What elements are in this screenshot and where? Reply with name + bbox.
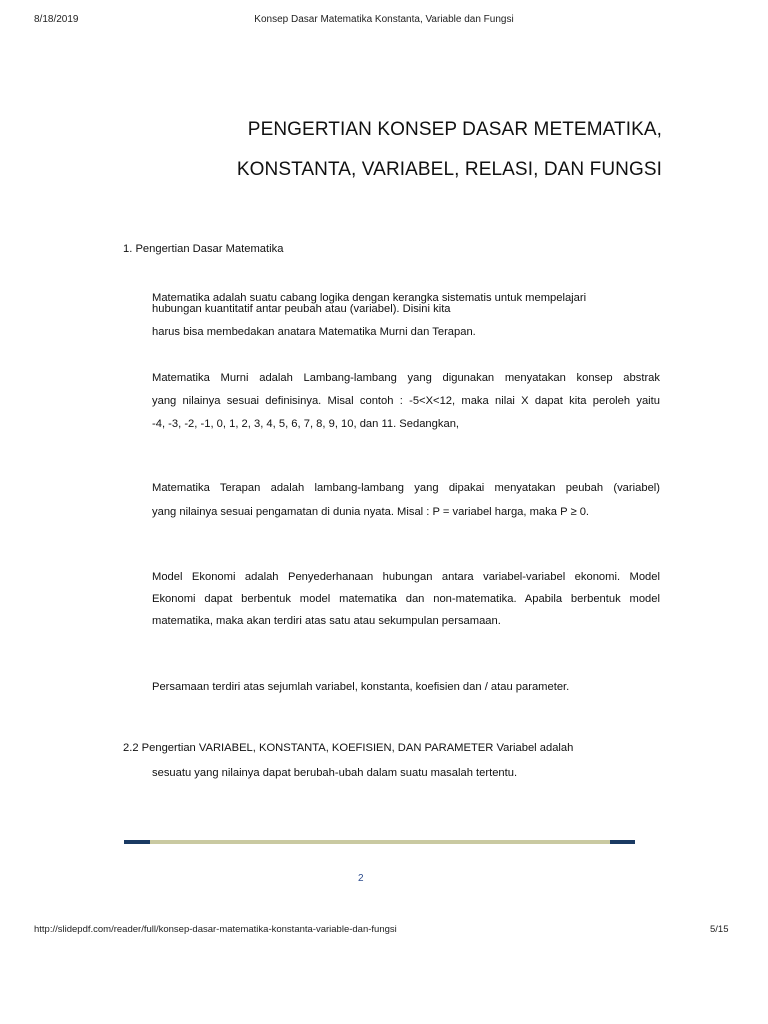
footer-rule-left [124, 840, 150, 844]
page-header-title: Konsep Dasar Matematika Konstanta, Variable dan Fungsi [254, 14, 514, 25]
section-2-heading: 2.2 Pengertian VARIABEL, KONSTANTA, KOEFISIEN, DAN PARAMETER Variabel adalah [123, 742, 574, 754]
intro-line-3: harus bisa membedakan anatara Matematika Murni dan Terapan. [152, 326, 476, 338]
model-line-1: Model Ekonomi adalah Penyederhanaan hubungan antara variabel-variabel ekonomi. Model [152, 571, 660, 583]
intro-line-1: Matematika adalah suatu cabang logika dengan kerangka sistematis untuk mempelajari [152, 292, 587, 304]
murni-line-2: yang nilainya sesuai definisinya. Misal contoh : -5<X<12, maka nilai X dapat kita peroleh yaitu [152, 395, 660, 407]
murni-line-1: Matematika Murni adalah Lambang-lambang yang digunakan menyatakan konsep abstrak [152, 372, 660, 384]
terapan-line-2: yang nilainya sesuai pengamatan di dunia nyata. Misal : P = variabel harga, maka P ≥ 0. [152, 506, 590, 518]
persamaan-paragraph: Persamaan terdiri atas sejumlah variabel, konstanta, koefisien dan / atau parameter. [152, 681, 570, 693]
page-header-date: 8/18/2019 [34, 14, 79, 25]
model-line-2: Ekonomi dapat berbentuk model matematika dan non-matematika. Apabila berbentuk model [152, 593, 660, 605]
document-title-line-1: PENGERTIAN KONSEP DASAR METEMATIKA, [247, 119, 662, 140]
footer-rule-middle [150, 840, 610, 844]
murni-line-3: -4, -3, -2, -1, 0, 1, 2, 3, 4, 5, 6, 7, 8, 9, 10, dan 11. Sedangkan, [152, 418, 460, 430]
terapan-line-1: Matematika Terapan adalah lambang-lambang yang dipakai menyatakan peubah (variabel) [152, 482, 660, 494]
section-1-heading: 1. Pengertian Dasar Matematika [123, 243, 284, 255]
model-line-3: matematika, maka akan terdiri atas satu atau sekumpulan persamaan. [152, 615, 501, 627]
document-title-line-2: KONSTANTA, VARIABEL, RELASI, DAN FUNGSI [236, 159, 662, 180]
intro-line-2: hubungan kuantitatif antar peubah atau (variabel). Disini kita [152, 303, 451, 315]
page-number: 2 [358, 873, 364, 884]
intro-paragraph [152, 293, 662, 315]
footer-url-link[interactable]: http://slidepdf.com/reader/full/konsep-dasar-matematika-konstanta-variable-dan-fungsi [34, 924, 397, 935]
footer-rule-right [610, 840, 635, 844]
section-2-continuation: sesuatu yang nilainya dapat berubah-ubah dalam suatu masalah tertentu. [152, 767, 518, 779]
footer-page-count: 5/15 [710, 924, 729, 935]
